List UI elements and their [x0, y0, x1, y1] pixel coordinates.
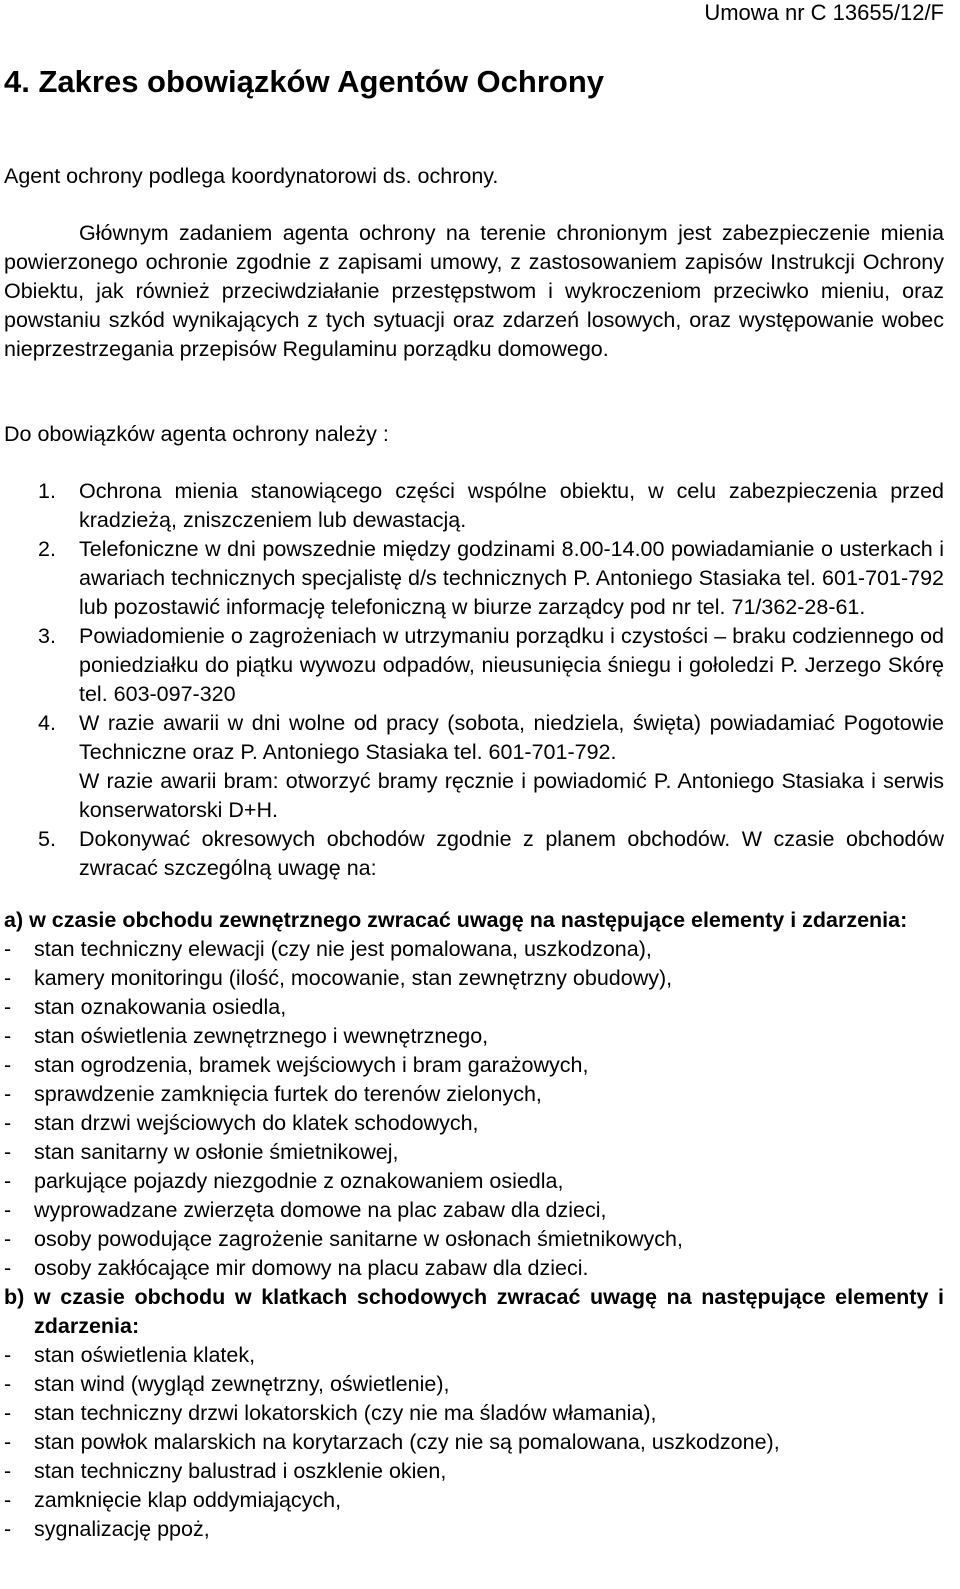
checklist-item-text: stan powłok malarskich na korytarzach (czy nie są pomalowana, uszkodzone), — [34, 1430, 780, 1454]
duty-text: Ochrona mienia stanowiącego części wspólne obiektu, w celu zabezpieczenia przed kradzieżą, zniszczeniem lub dewastacją. — [79, 479, 944, 532]
checklist-item — [4, 1399, 944, 1428]
inspection-sections — [4, 906, 944, 1544]
dash-bullet: - — [4, 995, 12, 1019]
checklist-item-text: zamknięcie klap oddymiających, — [34, 1488, 342, 1512]
checklist-item — [4, 1196, 944, 1225]
checklist-item-text: stan techniczny balustrad i oszklenie okien, — [34, 1459, 447, 1483]
dash-bullet: - — [4, 1169, 12, 1193]
dash-bullet: - — [4, 1198, 12, 1222]
duty-number: 5. — [38, 827, 56, 851]
duty-item — [4, 622, 944, 709]
checklist-item — [4, 1370, 944, 1399]
checklist-item-text: stan techniczny drzwi lokatorskich (czy nie ma śladów włamania), — [34, 1401, 657, 1425]
duties-list — [4, 477, 944, 883]
duty-number: 1. — [38, 479, 56, 503]
subsection-heading: b) w czasie obchodu w klatkach schodowych zwracać uwagę na następujące elementy i zdarzenia: — [4, 1285, 944, 1338]
dash-bullet: - — [4, 1430, 12, 1454]
checklist-item-text: parkujące pojazdy niezgodnie z oznakowaniem osiedla, — [34, 1169, 564, 1193]
section-title: 4. Zakres obowiązków Agentów Ochrony — [4, 64, 605, 99]
duty-number: 4. — [38, 711, 56, 735]
subsection-heading: a) w czasie obchodu zewnętrznego zwracać uwagę na następujące elementy i zdarzenia: — [4, 908, 908, 932]
duty-item — [4, 825, 944, 883]
checklist-item-text: stan oznakowania osiedla, — [34, 995, 287, 1019]
dash-bullet: - — [4, 1343, 12, 1367]
checklist-item — [4, 1022, 944, 1051]
duty-text: Telefoniczne w dni powszednie między godzinami 8.00-14.00 powiadamianie o usterkach i awariach technicznych specjalistę d/s technicznych P. Antoniego Stasiaka tel. 601-701-792 lub pozostawić informację telefoniczną w biurze zarządcy pod nr tel. 71/362-28-61. — [79, 537, 944, 619]
dash-bullet: - — [4, 1082, 12, 1106]
dash-bullet: - — [4, 1459, 12, 1483]
checklist-item — [4, 1457, 944, 1486]
checklist-item-text: stan sanitarny w osłonie śmietnikowej, — [34, 1140, 399, 1164]
checklist-item — [4, 1254, 944, 1283]
dash-bullet: - — [4, 1140, 12, 1164]
dash-bullet: - — [4, 966, 12, 990]
checklist-item — [4, 1080, 944, 1109]
lead-sentence: Agent ochrony podlega koordynatorowi ds. ochrony. — [4, 164, 499, 188]
main-paragraph: Głównym zadaniem agenta ochrony na terenie chronionym jest zabezpieczenie mienia powierzonego ochronie zgodnie z zapisami umowy, z zastosowaniem zapisów Instrukcji Ochrony Obiektu, jak również przeciwdziałanie przestępstwom i wykroczeniom przeciwko mieniu, oraz powstaniu szkód wynikających z tych sytuacji oraz zdarzeń losowych, oraz występowanie wobec nieprzestrzegania przepisów Regulaminu porządku domowego. — [4, 221, 944, 361]
checklist-item-text: sygnalizację ppoż, — [34, 1517, 210, 1541]
checklist-item — [4, 935, 944, 964]
dash-bullet: - — [4, 1111, 12, 1135]
checklist-item-text: stan techniczny elewacji (czy nie jest pomalowana, uszkodzona), — [34, 937, 652, 961]
duty-number: 3. — [38, 624, 56, 648]
duty-item — [4, 477, 944, 535]
checklist-item-text: wyprowadzane zwierzęta domowe na plac zabaw dla dzieci, — [34, 1198, 607, 1222]
checklist-item — [4, 1341, 944, 1370]
checklist-item-text: stan oświetlenia zewnętrznego i wewnętrznego, — [34, 1024, 489, 1048]
checklist-item — [4, 1428, 944, 1457]
dash-bullet: - — [4, 1488, 12, 1512]
checklist-item — [4, 1109, 944, 1138]
subsection-external — [4, 906, 944, 1283]
duty-text: Dokonywać okresowych obchodów zgodnie z planem obchodów. W czasie obchodów zwracać szczególną uwagę na: — [79, 827, 944, 880]
checklist-item-text: kamery monitoringu (ilość, mocowanie, stan zewnętrzny obudowy), — [34, 966, 673, 990]
duty-number: 2. — [38, 537, 56, 561]
duty-text: W razie awarii w dni wolne od pracy (sobota, niedziela, święta) powiadamiać Pogotowie Techniczne oraz P. Antoniego Stasiaka tel. 601-701-792. — [79, 711, 944, 764]
duty-text-continued: W razie awarii bram: otworzyć bramy ręcznie i powiadomić P. Antoniego Stasiaka i serwis konserwatorski D+H. — [79, 769, 944, 822]
dash-bullet: - — [4, 1401, 12, 1425]
checklist-item-text: stan wind (wygląd zewnętrzny, oświetlenie), — [34, 1372, 450, 1396]
dash-bullet: - — [4, 1024, 12, 1048]
checklist-item — [4, 1486, 944, 1515]
checklist-item-text: stan drzwi wejściowych do klatek schodowych, — [34, 1111, 479, 1135]
checklist-item — [4, 993, 944, 1022]
checklist-item-text: stan oświetlenia klatek, — [34, 1343, 256, 1367]
checklist-item — [4, 1051, 944, 1080]
duty-text: Powiadomienie o zagrożeniach w utrzymaniu porządku i czystości – braku codziennego od poniedziałku do piątku wywozu odpadów, nieusunięcia śniegu i gołoledzi P. Jerzego Skórę tel. 603-097-320 — [79, 624, 944, 706]
subsection-staircases — [4, 1283, 944, 1544]
dash-bullet: - — [4, 1053, 12, 1077]
duty-item — [4, 709, 944, 825]
dash-bullet: - — [4, 1372, 12, 1396]
checklist-item — [4, 1167, 944, 1196]
checklist-item-text: sprawdzenie zamknięcia furtek do terenów zielonych, — [34, 1082, 542, 1106]
duties-intro: Do obowiązków agenta ochrony należy : — [4, 422, 389, 446]
dash-bullet: - — [4, 1517, 12, 1541]
checklist-item — [4, 1225, 944, 1254]
dash-bullet: - — [4, 937, 12, 961]
duty-item — [4, 535, 944, 622]
contract-number: Umowa nr C 13655/12/F — [704, 0, 944, 25]
external-checklist — [4, 935, 944, 1283]
checklist-item — [4, 964, 944, 993]
checklist-item — [4, 1138, 944, 1167]
dash-bullet: - — [4, 1256, 12, 1280]
checklist-item-text: osoby powodujące zagrożenie sanitarne w osłonach śmietnikowych, — [34, 1227, 683, 1251]
dash-bullet: - — [4, 1227, 12, 1251]
staircase-checklist — [4, 1341, 944, 1544]
checklist-item — [4, 1515, 944, 1544]
checklist-item-text: osoby zakłócające mir domowy na placu zabaw dla dzieci. — [34, 1256, 589, 1280]
checklist-item-text: stan ogrodzenia, bramek wejściowych i bram garażowych, — [34, 1053, 589, 1077]
